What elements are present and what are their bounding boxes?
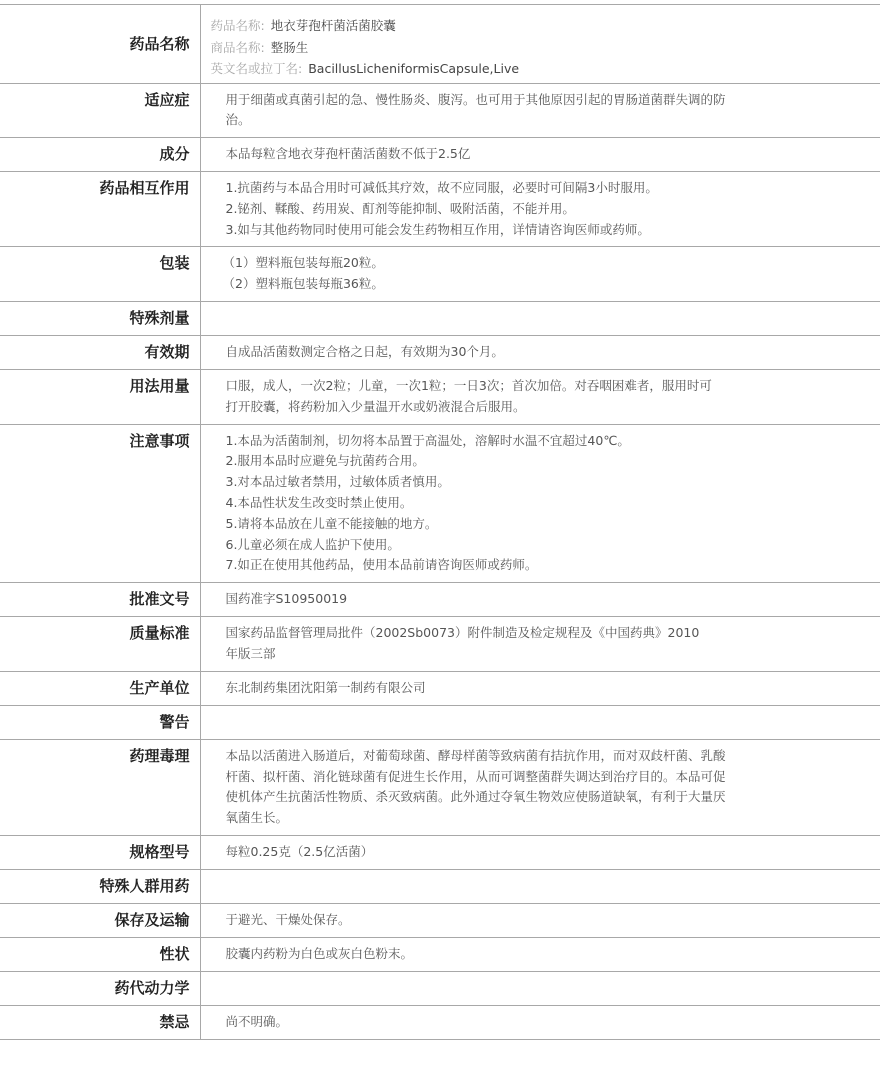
- indications-line: 用于细菌或真菌引起的急、慢性肠炎、腹泻。也可用于其他原因引起的胃肠道菌群失调的防: [225, 91, 726, 107]
- drug-info-table: [0, 4, 880, 1040]
- interactions-line: 1.抗菌药与本品合用时可减低其疗效，故不应同服，必要时可间隔3小时服用。: [225, 180, 658, 196]
- label-storage: 保存及运输: [0, 904, 200, 938]
- label-precautions: 注意事项: [0, 424, 200, 583]
- contraindications-line: 尚不明确。: [225, 1014, 289, 1030]
- row-usage: [0, 370, 880, 425]
- value-special-groups: [200, 870, 880, 904]
- value-specification: [200, 836, 880, 870]
- label-approval: 批准文号: [0, 583, 200, 617]
- approval-line: 国药准字S10950019: [225, 591, 348, 607]
- label-special-groups: 特殊人群用药: [0, 870, 200, 904]
- value-usage: [200, 370, 880, 425]
- row-specification: [0, 836, 880, 870]
- label-package: 包装: [0, 247, 200, 302]
- row-drug-name: [0, 5, 880, 84]
- row-contraindications: [0, 1006, 880, 1040]
- label-quality: 质量标准: [0, 617, 200, 672]
- value-pharmacokinetics: [200, 972, 880, 1006]
- row-precautions: [0, 424, 880, 583]
- value-precautions: [200, 424, 880, 583]
- value-special-dosage: [200, 302, 880, 336]
- usage-line: 口服，成人，一次2粒；儿童，一次1粒；一日3次；首次加倍。对吞咽困难者，服用时可: [225, 378, 712, 394]
- interactions-line: 3.如与其他药物同时使用可能会发生药物相互作用，详情请咨询医师或药师。: [225, 221, 650, 237]
- quality-line: 国家药品监督管理局批件（2002Sb0073）附件制造及检定规程及《中国药典》2010: [225, 625, 700, 641]
- usage-line: 打开胶囊，将药粉加入少量温开水或奶液混合后服用。: [225, 398, 526, 414]
- row-special-groups: [0, 870, 880, 904]
- package-line: （2）塑料瓶包装每瓶36粒。: [222, 276, 384, 292]
- label-pharmacokinetics: 药代动力学: [0, 972, 200, 1006]
- value-drug-name: [200, 5, 880, 84]
- row-warning: [0, 705, 880, 739]
- label-validity: 有效期: [0, 336, 200, 370]
- appearance-line: 胶囊内药粉为白色或灰白色粉末。: [225, 946, 414, 962]
- precautions-line: 3.对本品过敏者禁用，过敏体质者慎用。: [225, 474, 450, 490]
- validity-line: 自成品活菌数测定合格之日起，有效期为30个月。: [225, 344, 504, 360]
- latin-name-value: BacillusLicheniformisCapsule,Live: [308, 61, 520, 76]
- row-validity: [0, 336, 880, 370]
- precautions-line: 1.本品为活菌制剂，切勿将本品置于高温处，溶解时水温不宜超过40℃。: [225, 432, 630, 448]
- precautions-line: 4.本品性状发生改变时禁止使用。: [225, 495, 413, 511]
- pharmacology-line: 杆菌、拟杆菌、消化链球菌有促进生长作用，从而可调整菌群失调达到治疗目的。本品可促: [225, 768, 726, 784]
- trade-name-value: 整肠生: [270, 39, 309, 55]
- row-pharmacokinetics: [0, 972, 880, 1006]
- manufacturer-line: 东北制药集团沈阳第一制药有限公司: [225, 679, 426, 695]
- quality-line: 年版三部: [225, 646, 276, 662]
- interactions-line: 2.铋剂、鞣酸、药用炭、酊剂等能抑制、吸附活菌，不能并用。: [225, 200, 575, 216]
- value-indications: [200, 83, 880, 138]
- generic-name-value: 地衣芽孢杆菌活菌胶囊: [270, 18, 396, 33]
- row-indications: [0, 83, 880, 138]
- label-drug-name: 药品名称: [0, 5, 200, 84]
- package-line: （1）塑料瓶包装每瓶20粒。: [222, 255, 384, 271]
- pharmacology-line: 使机体产生抗菌活性物质、杀灭致病菌。此外通过夺氧生物效应使肠道缺氧，有利于大量厌: [225, 789, 726, 805]
- specification-line: 每粒0.25克（2.5亿活菌）: [225, 844, 374, 860]
- trade-name-line: [211, 37, 801, 59]
- row-appearance: [0, 938, 880, 972]
- indications-line: 治。: [225, 112, 251, 128]
- label-special-dosage: 特殊剂量: [0, 302, 200, 336]
- pharmacology-line: 本品以活菌进入肠道后，对葡萄球菌、酵母样菌等致病菌有拮抗作用，而对双歧杆菌、乳酸: [225, 747, 726, 763]
- label-usage: 用法用量: [0, 370, 200, 425]
- value-package: [200, 247, 880, 302]
- label-contraindications: 禁忌: [0, 1006, 200, 1040]
- value-composition: [200, 138, 880, 172]
- row-manufacturer: [0, 671, 880, 705]
- label-composition: 成分: [0, 138, 200, 172]
- row-approval: [0, 583, 880, 617]
- value-appearance: [200, 938, 880, 972]
- generic-name-key: 药品名称:: [210, 18, 265, 33]
- row-interactions: [0, 172, 880, 247]
- value-quality: [200, 617, 880, 672]
- label-interactions: 药品相互作用: [0, 172, 200, 247]
- precautions-line: 5.请将本品放在儿童不能接触的地方。: [225, 515, 438, 531]
- row-pharmacology: [0, 739, 880, 835]
- storage-line: 于避光、干燥处保存。: [225, 912, 351, 928]
- generic-name-line: [211, 15, 801, 37]
- value-interactions: [200, 172, 880, 247]
- row-storage: [0, 904, 880, 938]
- value-contraindications: [200, 1006, 880, 1040]
- precautions-line: 2.服用本品时应避免与抗菌药合用。: [225, 453, 425, 469]
- label-indications: 适应症: [0, 83, 200, 138]
- label-specification: 规格型号: [0, 836, 200, 870]
- value-warning: [200, 705, 880, 739]
- precautions-line: 7.如正在使用其他药品，使用本品前请咨询医师或药师。: [225, 557, 538, 573]
- label-appearance: 性状: [0, 938, 200, 972]
- label-warning: 警告: [0, 705, 200, 739]
- row-composition: [0, 138, 880, 172]
- value-approval: [200, 583, 880, 617]
- value-pharmacology: [200, 739, 880, 835]
- latin-name-line: [211, 58, 801, 80]
- row-special-dosage: [0, 302, 880, 336]
- trade-name-key: 商品名称:: [210, 39, 265, 55]
- row-package: [0, 247, 880, 302]
- composition-line: 本品每粒含地衣芽孢杆菌活菌数不低于2.5亿: [225, 146, 471, 162]
- precautions-line: 6.儿童必须在成人监护下使用。: [225, 536, 400, 552]
- label-manufacturer: 生产单位: [0, 671, 200, 705]
- value-storage: [200, 904, 880, 938]
- pharmacology-line: 氧菌生长。: [225, 810, 289, 826]
- latin-name-key: 英文名或拉丁名:: [210, 61, 303, 76]
- value-manufacturer: [200, 671, 880, 705]
- label-pharmacology: 药理毒理: [0, 739, 200, 835]
- value-validity: [200, 336, 880, 370]
- row-quality: [0, 617, 880, 672]
